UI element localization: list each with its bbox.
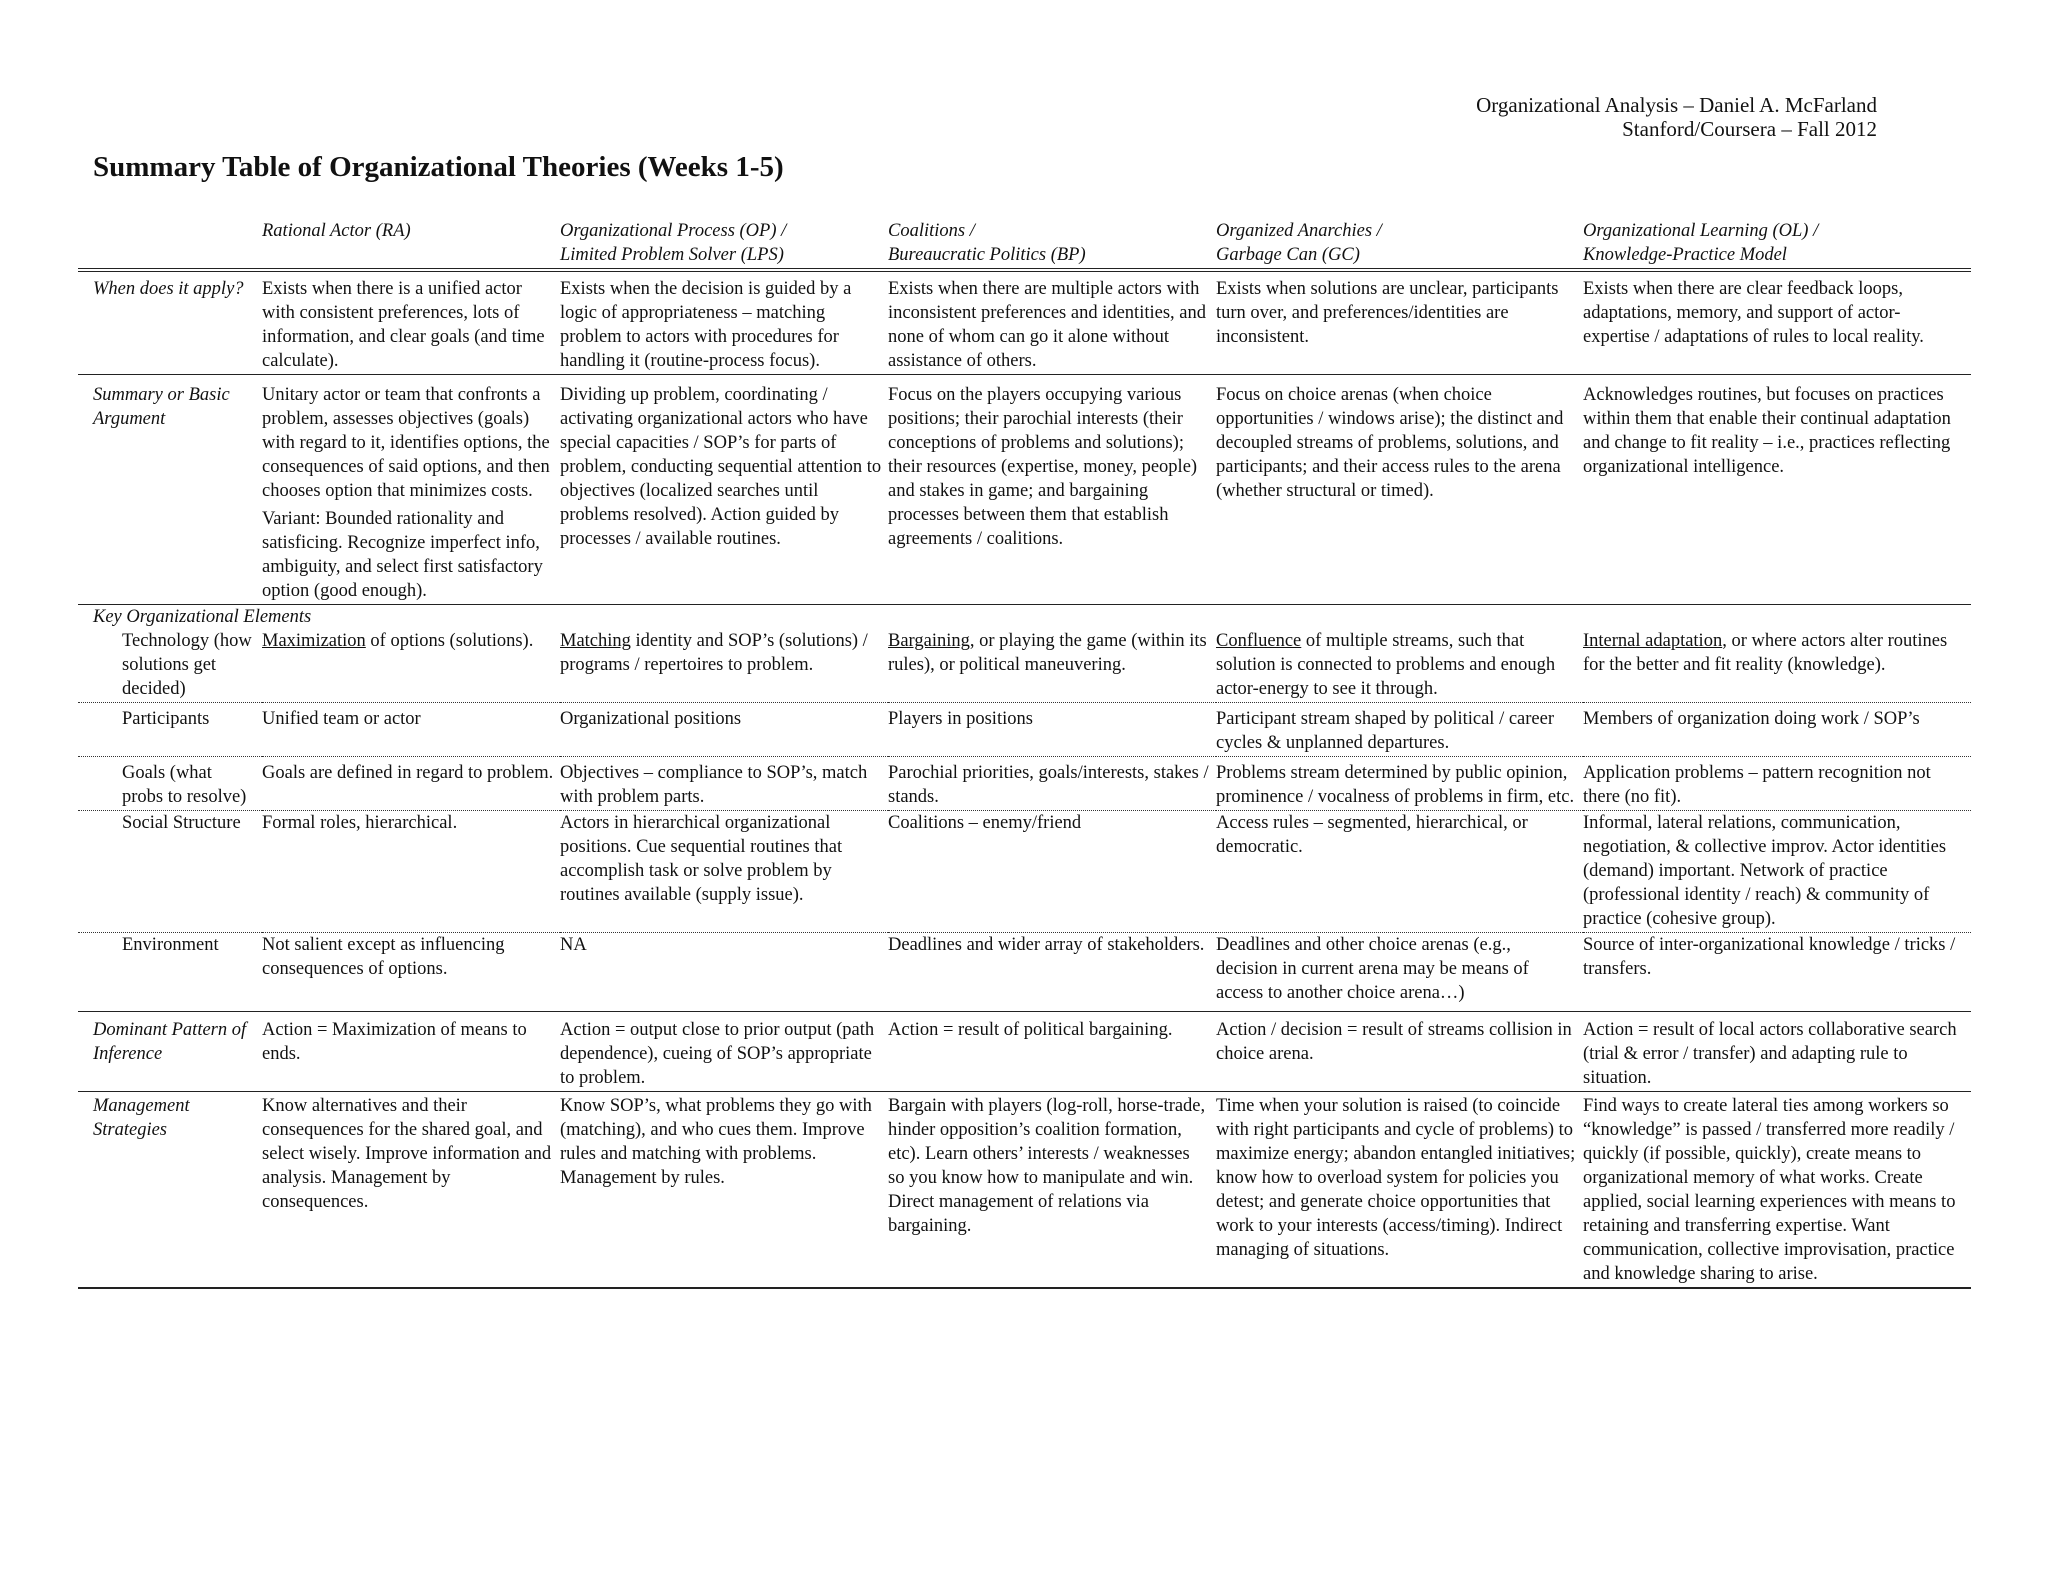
row-label: Participants	[78, 703, 262, 757]
cell-gc: Problems stream determined by public opinion, prominence / vocalness of problems in firm, etc.	[1216, 757, 1583, 811]
cell-gc: Deadlines and other choice arenas (e.g., decision in current arena may be means of access to another choice arena…)	[1216, 933, 1583, 1012]
cell-bp: Parochial priorities, goals/interests, stakes / stands.	[888, 757, 1216, 811]
col-header-bp: Coalitions / Bureaucratic Politics (BP)	[888, 221, 1086, 265]
header-row	[78, 219, 1971, 270]
row-key-elements	[78, 605, 1971, 630]
corner-cell	[78, 219, 262, 270]
row-label: Social Structure	[78, 811, 262, 933]
cell-bp: Exists when there are multiple actors with inconsistent preferences and identities, and none of whom can go it alone without assistance of others.	[888, 270, 1216, 375]
cell-bp: Bargaining, or playing the game (within its rules), or political maneuvering.	[888, 629, 1216, 703]
cell-gc: Focus on choice arenas (when choice opportunities / windows arise); the distinct and decoupled streams of problems, solutions, and participants; and their access rules to the arena (whether structural or timed).	[1216, 375, 1583, 605]
col-header-ol: Organizational Learning (OL) / Knowledge-Practice Model	[1583, 221, 1819, 265]
col-header-op: Organizational Process (OP) / Limited Problem Solver (LPS)	[560, 221, 787, 265]
cell-gc: Time when your solution is raised (to coincide with right participants and cycle of problems) to maximize energy; abandon entangled initiatives; know how to overload system for policies you detest; and generate choice opportunities that work to your interests (access/timing). Indirect managing of situations.	[1216, 1092, 1583, 1289]
row-environment	[78, 933, 1971, 1012]
cell-op: Organizational positions	[560, 703, 888, 757]
cell-ra: Unified team or actor	[262, 703, 560, 757]
cell-ol: Exists when there are clear feedback loops, adaptations, memory, and support of actor-expertise / adaptations of rules to local reality.	[1583, 270, 1971, 375]
cell-op: NA	[560, 933, 888, 1012]
row-label: Dominant Pattern of Inference	[78, 1012, 262, 1092]
cell-op: Dividing up problem, coordinating / activating organizational actors who have special capacities / SOP’s for parts of problem, conducting sequential attention to objectives (localized searches until problems resolved). Action guided by processes / available routines.	[560, 375, 888, 605]
cell-gc: Access rules – segmented, hierarchical, or democratic.	[1216, 811, 1583, 933]
cell-ol: Source of inter-organizational knowledge / tricks / transfers.	[1583, 933, 1971, 1012]
cell-op: Objectives – compliance to SOP’s, match with problem parts.	[560, 757, 888, 811]
document-title: Summary Table of Organizational Theories (Weeks 1-5)	[93, 151, 784, 183]
cell-bp: Bargain with players (log-roll, horse-trade, hinder opposition’s coalition formation, etc). Learn others’ interests / weaknesses so you know how to manipulate and win. Direct management of relations via bargaining.	[888, 1092, 1216, 1289]
cell-bp: Focus on the players occupying various positions; their parochial interests (their conceptions of problems and solutions); their resources (expertise, money, people) and stakes in game; and bargaining processes between them that establish agreements / coalitions.	[888, 375, 1216, 605]
cell-ra: Formal roles, hierarchical.	[262, 811, 560, 933]
term-line: Stanford/Coursera – Fall 2012	[1622, 117, 1877, 141]
cell-bp: Coalitions – enemy/friend	[888, 811, 1216, 933]
page-header	[1476, 93, 1877, 141]
row-technology	[78, 629, 1971, 703]
row-label: Goals (what probs to resolve)	[78, 757, 262, 811]
cell-op: Action = output close to prior output (path dependence), cueing of SOP’s appropriate to problem.	[560, 1012, 888, 1092]
cell-op: Know SOP’s, what problems they go with (matching), and who cues them. Improve rules and matching with problems. Management by rules.	[560, 1092, 888, 1289]
cell-gc: Confluence of multiple streams, such that solution is connected to problems and enough actor-energy to see it through.	[1216, 629, 1583, 703]
cell-ol: Members of organization doing work / SOP’s	[1583, 703, 1971, 757]
row-participants	[78, 703, 1971, 757]
row-goals	[78, 757, 1971, 811]
cell-op: Matching identity and SOP’s (solutions) / programs / repertoires to problem.	[560, 629, 888, 703]
row-basic-argument	[78, 375, 1971, 605]
cell-gc: Exists when solutions are unclear, participants turn over, and preferences/identities are inconsistent.	[1216, 270, 1583, 375]
summary-table	[78, 219, 1971, 1289]
cell-ol: Informal, lateral relations, communication, negotiation, & collective improv. Actor identities (demand) important. Network of practice (professional identity / reach) & community of practice (cohesive group).	[1583, 811, 1971, 933]
row-label: Technology (how solutions get decided)	[78, 629, 262, 703]
course-line: Organizational Analysis – Daniel A. McFarland	[1476, 93, 1877, 117]
cell-ra: Know alternatives and their consequences for the shared goal, and select wisely. Improve information and analysis. Management by consequences.	[262, 1092, 560, 1289]
cell-gc: Action / decision = result of streams collision in choice arena.	[1216, 1012, 1583, 1092]
cell-ol: Internal adaptation, or where actors alter routines for the better and fit reality (knowledge).	[1583, 629, 1971, 703]
row-when-apply	[78, 270, 1971, 375]
cell-ra: Not salient except as influencing consequences of options.	[262, 933, 560, 1012]
ra-argument: Unitary actor or team that confronts a problem, assesses objectives (goals) with regard to it, identifies options, the consequences of said options, and then chooses option that minimizes costs.	[262, 385, 550, 501]
cell-gc: Participant stream shaped by political / career cycles & unplanned departures.	[1216, 703, 1583, 757]
ra-variant: Variant: Bounded rationality and satisficing. Recognize imperfect info, ambiguity, and select first satisfactory option (good enough).	[262, 509, 543, 601]
cell-ol: Acknowledges routines, but focuses on practices within them that enable their continual adaptation and change to fit reality – i.e., practices reflecting organizational intelligence.	[1583, 375, 1971, 605]
row-label: Summary or Basic Argument	[78, 375, 262, 605]
row-pattern-of-inference	[78, 1012, 1971, 1092]
cell-bp: Action = result of political bargaining.	[888, 1012, 1216, 1092]
row-label: Management Strategies	[78, 1092, 262, 1289]
cell-ol: Application problems – pattern recognition not there (no fit).	[1583, 757, 1971, 811]
cell-ol: Find ways to create lateral ties among workers so “knowledge” is passed / transferred more readily / quickly (if possible, quickly), create means to organizational memory of what works. Create applied, social learning experiences with means to retaining and transferring expertise. Want communication, collective improvisation, practice and knowledge sharing to arise.	[1583, 1092, 1971, 1289]
row-label: When does it apply?	[78, 270, 262, 375]
cell-op: Exists when the decision is guided by a logic of appropriateness – matching problem to actors with procedures for handling it (routine-process focus).	[560, 270, 888, 375]
row-management-strategies	[78, 1092, 1971, 1289]
cell-op: Actors in hierarchical organizational positions. Cue sequential routines that accomplish task or solve problem by routines available (supply issue).	[560, 811, 888, 933]
cell-ra: Goals are defined in regard to problem.	[262, 757, 560, 811]
col-header-gc: Organized Anarchies / Garbage Can (GC)	[1216, 221, 1382, 265]
cell-ol: Action = result of local actors collaborative search (trial & error / transfer) and adapting rule to situation.	[1583, 1012, 1971, 1092]
cell-bp: Players in positions	[888, 703, 1216, 757]
col-header-ra: Rational Actor (RA)	[262, 221, 411, 241]
cell-ra: Maximization of options (solutions).	[262, 629, 560, 703]
section-label: Key Organizational Elements	[93, 607, 312, 627]
cell-ra: Exists when there is a unified actor with consistent preferences, lots of information, and clear goals (and time calculate).	[262, 270, 560, 375]
cell-bp: Deadlines and wider array of stakeholders.	[888, 933, 1216, 1012]
row-label: Environment	[78, 933, 262, 1012]
cell-ra: Action = Maximization of means to ends.	[262, 1012, 560, 1092]
cell-ra	[262, 375, 560, 605]
row-social-structure	[78, 811, 1971, 933]
